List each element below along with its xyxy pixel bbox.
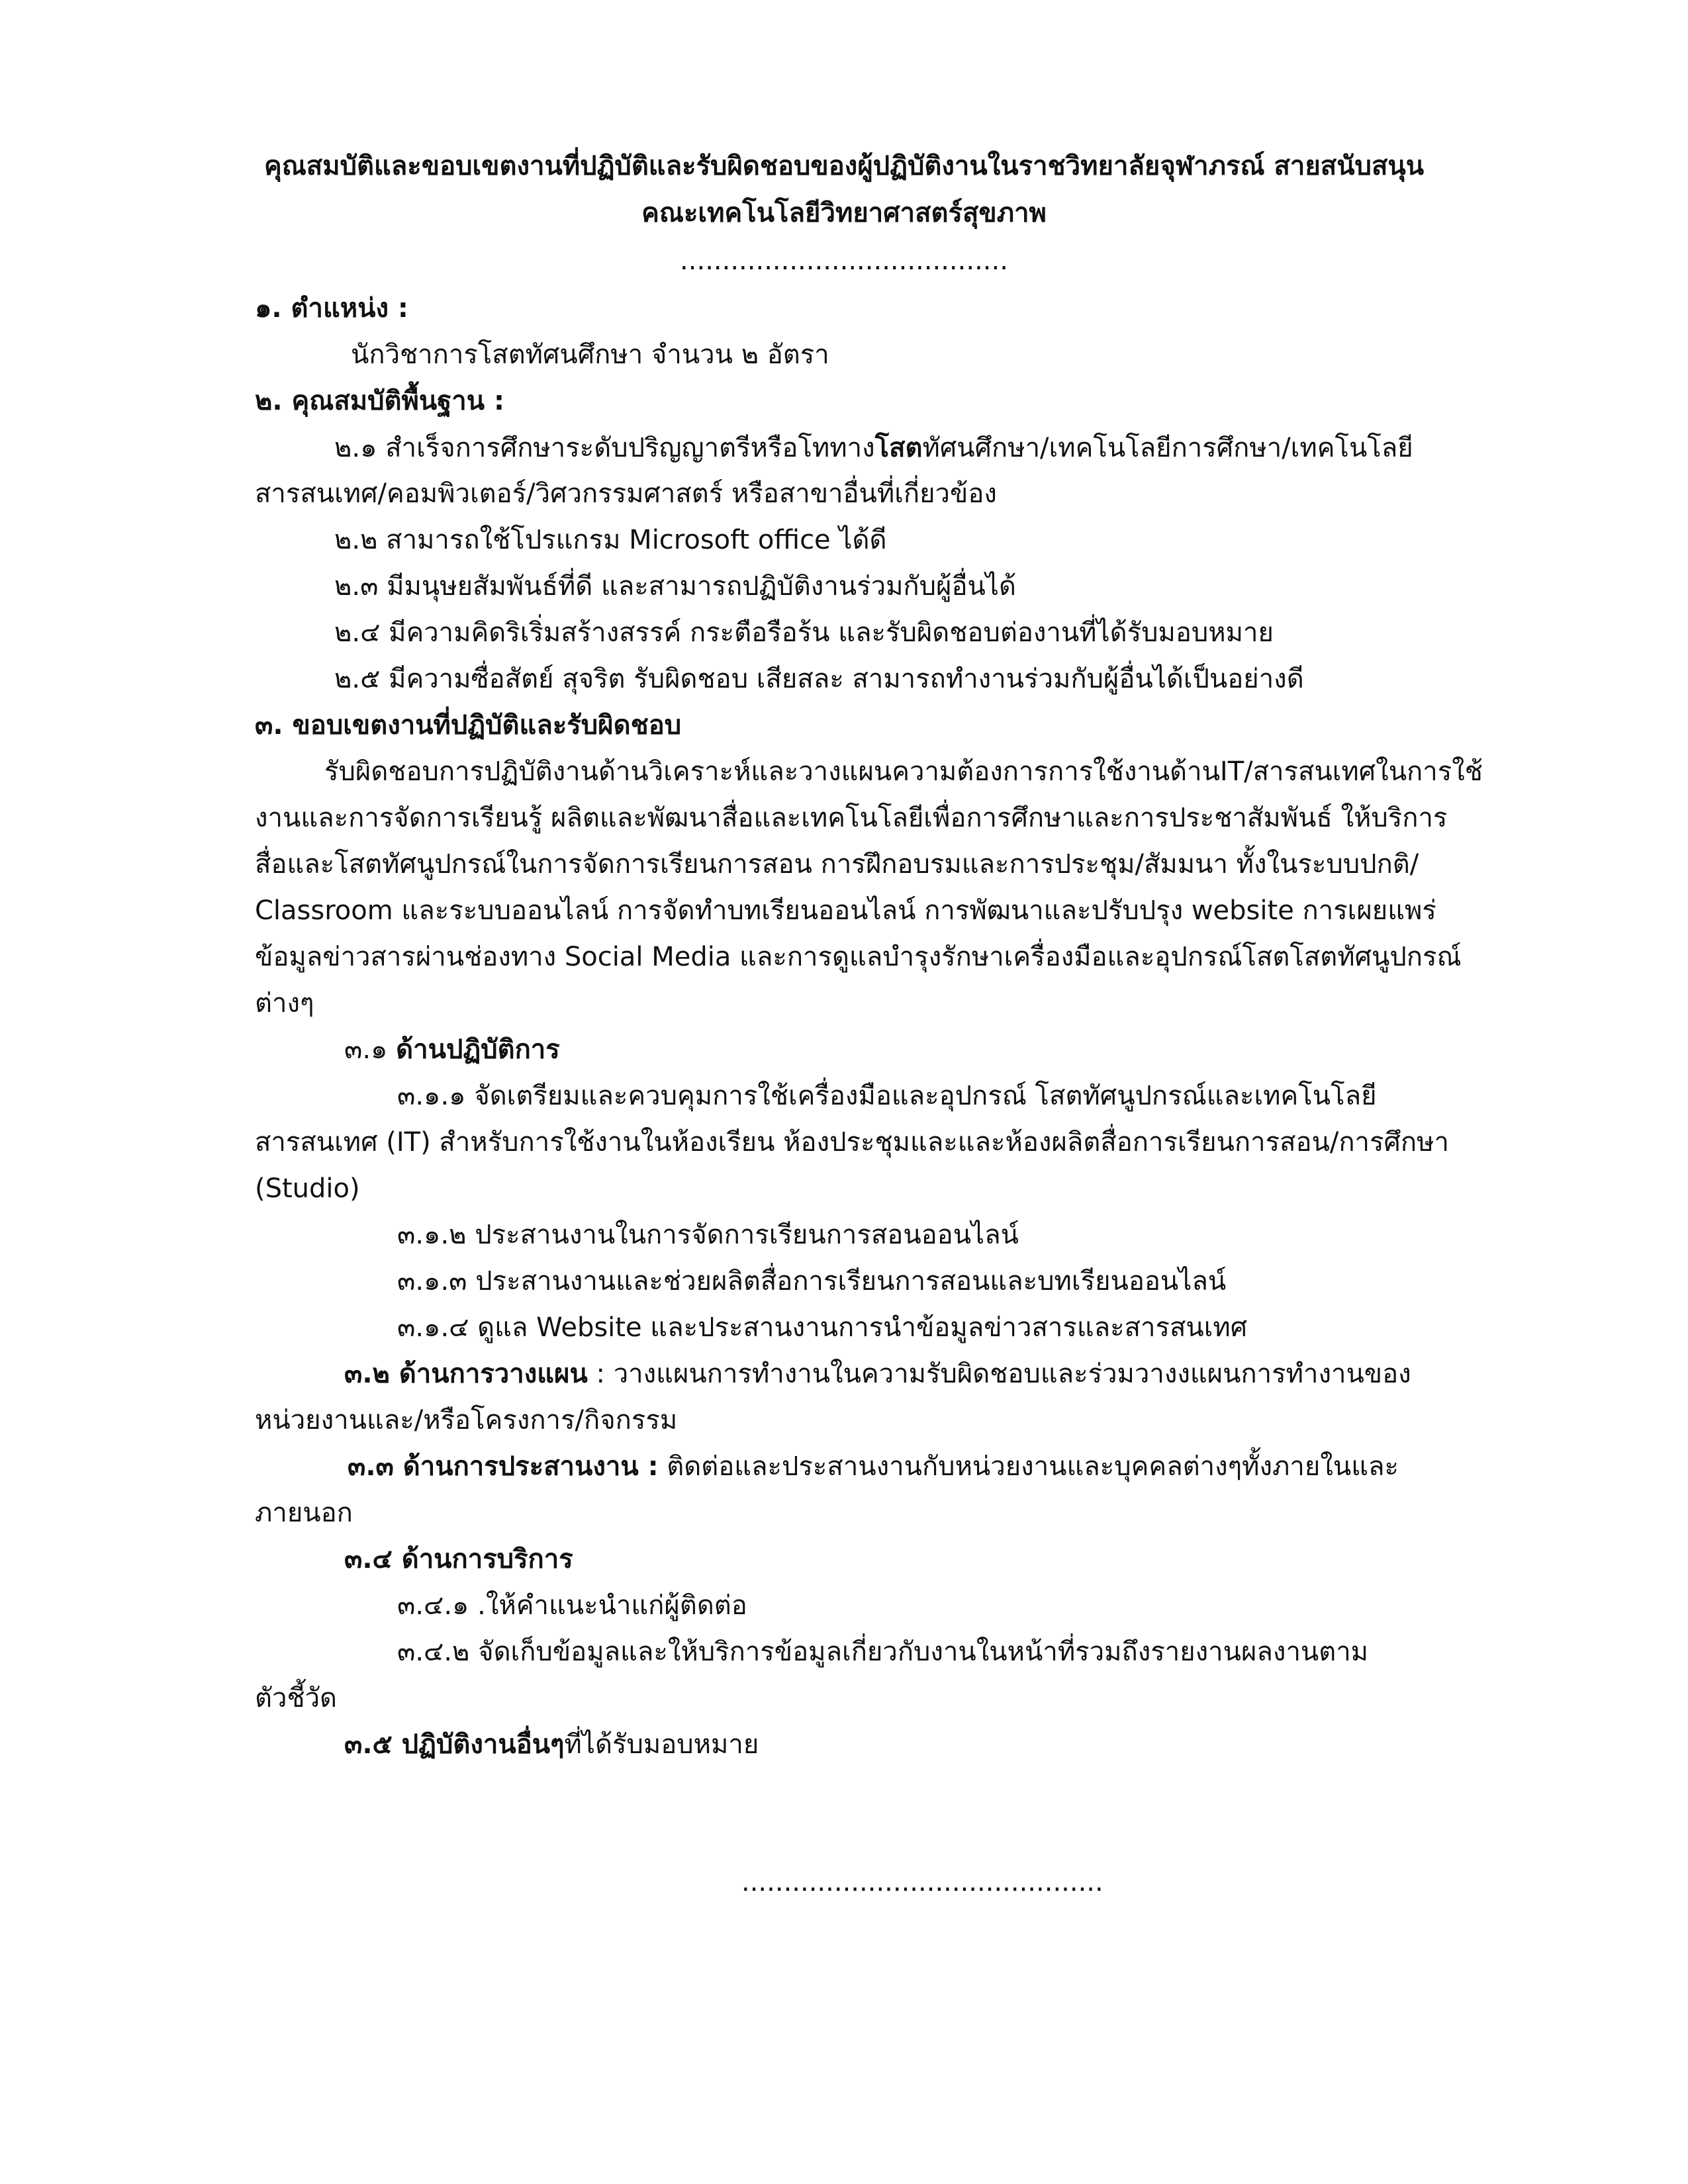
item-3-1-1-line2: สารสนเทศ (IT) สำหรับการใช้งานในห้องเรียน ห้องประชุมและและห้องผลิตสื่อการเรียนการสอน/การศึกษา — [255, 1127, 1449, 1158]
qualification-2-2: ๒.๒ สามารถใช้โปรแกรม Microsoft office ได้ดี — [334, 525, 887, 555]
subsection-3-2-title: ๓.๒ ด้านการวางแผน — [344, 1359, 588, 1389]
section3-heading: ๓. ขอบเขตงานที่ปฏิบัติและรับผิดชอบ — [255, 710, 682, 741]
footer-separator: ........................................... — [741, 1867, 1103, 1897]
scope-paragraph-line: ต่างๆ — [255, 988, 314, 1019]
qualification-2-3: ๒.๓ มีมนุษยสัมพันธ์ที่ดี และสามารถปฏิบัติงานร่วมกับผู้อื่นได้ — [334, 571, 1016, 602]
document-title-line2: คณะเทคโนโลยีวิทยาศาสตร์สุขภาพ — [641, 198, 1047, 228]
section2-heading: ๒. คุณสมบัติพื้นฐาน : — [255, 386, 505, 416]
subsection-3-1-number: ๓.๑ — [344, 1034, 397, 1065]
subsection-3-2 — [344, 1355, 1411, 1393]
scope-paragraph-line: ข้อมูลข่าวสารผ่านช่องทาง Social Media และการดูแลบำรุงรักษาเครื่องมือและอุปกรณ์โสตโสตทัศนูปกรณ์ — [255, 942, 1462, 972]
item-3-4-2-line2: ตัวชี้วัด — [255, 1683, 338, 1713]
qualification-2-1 — [334, 429, 1413, 467]
subsection-3-2-continued: หน่วยงานและ/หรือโครงการ/กิจกรรม — [255, 1405, 678, 1435]
document-title-line1: คุณสมบัติและขอบเขตงานที่ปฏิบัติและรับผิดชอบของผู้ปฏิบัติงานในราชวิทยาลัยจุฬาภรณ์ สายสนับสนุน — [263, 151, 1425, 181]
subsection-3-1-title: ด้านปฏิบัติการ — [396, 1034, 560, 1065]
qualification-2-1-continued: สารสนเทศ/คอมพิวเตอร์/วิศวกรรมศาสตร์ หรือสาขาอื่นที่เกี่ยวข้อง — [255, 478, 997, 509]
scope-paragraph-line: งานและการจัดการเรียนรู้ ผลิตและพัฒนาสื่อและเทคโนโลยีเพื่อการศึกษาและการประชาสัมพันธ์ ให้บริการ — [255, 803, 1448, 833]
item-3-1-4: ๓.๑.๔ ดูแล Website และประสานงานการนำข้อมูลข่าวสารและสารสนเทศ — [397, 1312, 1248, 1343]
subsection-3-5 — [344, 1725, 759, 1764]
subsection-3-5-text: ที่ได้รับมอบหมาย — [564, 1729, 759, 1760]
qualification-2-5: ๒.๕ มีความซื่อสัตย์ สุจริต รับผิดชอบ เสียสละ สามารถทำงานร่วมกับผู้อื่นได้เป็นอย่างดี — [334, 664, 1304, 694]
subsection-3-4-title: ๓.๔ ด้านการบริการ — [344, 1544, 573, 1574]
subsection-3-1 — [344, 1030, 560, 1069]
item-3-1-1-line1: ๓.๑.๑ จัดเตรียมและควบคุมการใช้เครื่องมือและอุปกรณ์ โสตทัศนูปกรณ์และเทคโนโลยี — [397, 1081, 1377, 1111]
position-title: นักวิชาการโสตทัศนศึกษา จำนวน ๒ อัตรา — [351, 340, 829, 370]
subsection-3-2-text: : วางแผนการทำงานในความรับผิดชอบและร่วมวางงแผนการทำงานของ — [587, 1359, 1411, 1389]
scope-paragraph-line: สื่อและโสตทัศนูปกรณ์ในการจัดการเรียนการสอน การฝึกอบรมและการประชุม/สัมมนา ทั้งในระบบปกติ/ — [255, 849, 1419, 880]
item-3-1-2: ๓.๑.๒ ประสานงานในการจัดการเรียนการสอนออนไลน์ — [397, 1220, 1019, 1250]
item-3-4-1: ๓.๔.๑ .ให้คำแนะนำแก่ผู้ติดต่อ — [397, 1590, 747, 1621]
subsection-3-3-continued: ภายนอก — [255, 1498, 353, 1528]
scope-paragraph-line: รับผิดชอบการปฏิบัติงานด้านวิเคราะห์และวางแผนความต้องการการใช้งานด้านIT/สารสนเทศในการใช้ — [324, 756, 1483, 787]
qualification-2-4: ๒.๔ มีความคิดริเริ่มสร้างสรรค์ กระตือรือร้น และรับผิดชอบต่องานที่ได้รับมอบหมาย — [334, 617, 1274, 648]
subsection-3-3-title: ๓.๓ ด้านการประสานงาน : — [348, 1451, 659, 1482]
subsection-3-5-title: ๓.๕ ปฏิบัติงานอื่นๆ — [344, 1729, 565, 1760]
header-separator: ....................................... — [680, 246, 1008, 276]
item-3-1-3: ๓.๑.๓ ประสานงานและช่วยผลิตสื่อการเรียนการสอนและบทเรียนออนไลน์ — [397, 1266, 1227, 1297]
subsection-3-3-text: ติดต่อและประสานงานกับหน่วยงานและบุคคลต่างๆทั้งภายในและ — [658, 1451, 1399, 1482]
qualification-2-1-prefix: ๒.๑ สำเร็จการศึกษาระดับปริญญาตรีหรือโททาง — [334, 433, 875, 463]
section1-heading: ๑. ตำแหน่ง : — [255, 293, 408, 324]
qualification-2-1-suffix: ทัศนศึกษา/เทคโนโลยีการศึกษา/เทคโนโลยี — [922, 433, 1413, 463]
item-3-4-2-line1: ๓.๔.๒ จัดเก็บข้อมูลและให้บริการข้อมูลเกี่ยวกับงานในหน้าที่รวมถึงรายงานผลงานตาม — [397, 1637, 1369, 1667]
subsection-3-3 — [348, 1447, 1399, 1486]
qualification-2-1-bold: โสต — [874, 433, 923, 463]
scope-paragraph-line: Classroom และระบบออนไลน์ การจัดทำบทเรียนออนไลน์ การพัฒนาและปรับปรุง website การเผยแพร่ — [255, 895, 1436, 926]
item-3-1-1-line3: (Studio) — [255, 1173, 360, 1204]
